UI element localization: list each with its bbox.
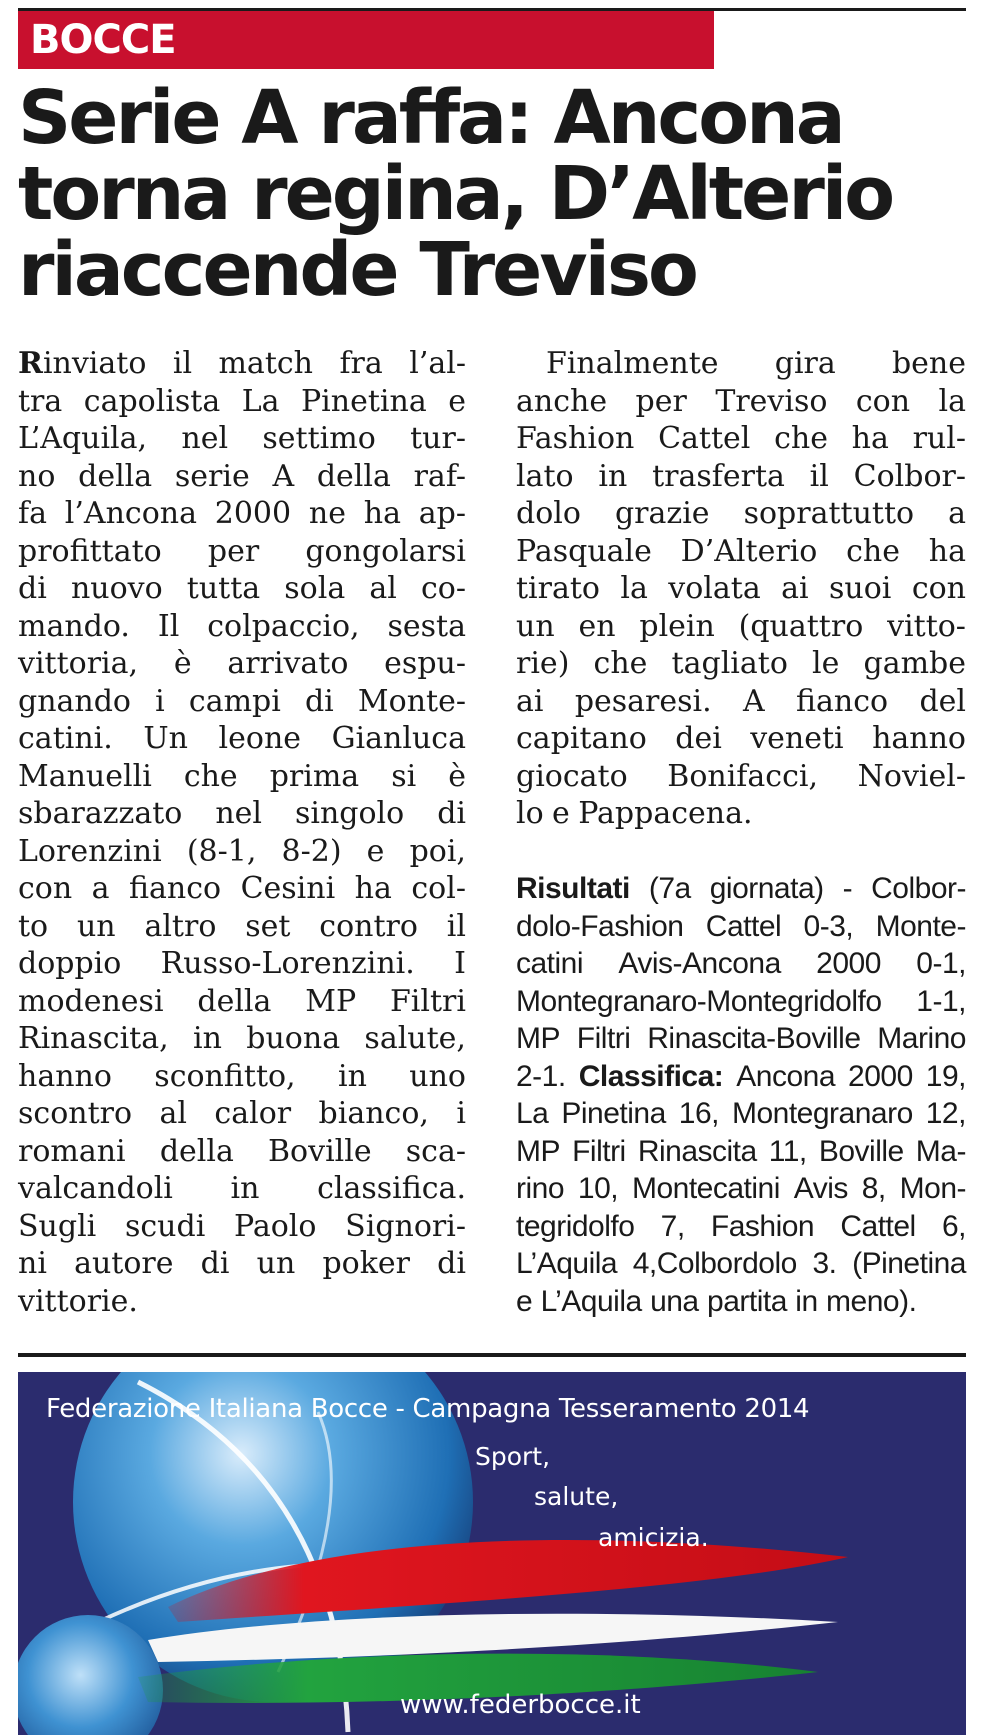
text-line: L’Aquila 4,Colbordolo 3. (Pinetina: [516, 1247, 966, 1280]
text-line: mando. Il colpaccio, sesta: [18, 608, 466, 644]
text-line: vittorie.: [18, 1283, 138, 1319]
ad-title: Federazione Italiana Bocce - Campagna Tesseramento 2014: [46, 1394, 810, 1424]
text-line: anche per Treviso con la: [516, 383, 966, 419]
text-line: sbarazzato nel singolo di: [18, 796, 466, 831]
text-line: no della serie A della raf-: [18, 458, 466, 494]
text-line: Pasquale D’Alterio che ha: [516, 533, 966, 569]
text-line: tirato la volata ai suoi con: [516, 571, 966, 606]
text-line: ai pesaresi. A fianco del: [516, 683, 966, 719]
article-column-right: [516, 345, 966, 833]
headline-line: torna regina, D’Alterio: [18, 151, 893, 237]
separator-rule: [18, 1353, 966, 1357]
advertisement-banner: [18, 1372, 966, 1735]
text-line: Fashion Cattel che ha rul-: [516, 421, 966, 456]
text-line: Sugli scudi Paolo Signori-: [18, 1208, 466, 1244]
text-line: fa l’Ancona 2000 ne ha ap-: [18, 496, 466, 531]
text-line: giocato Bonifacci, Noviel-: [516, 758, 966, 794]
article-column-left: [18, 345, 466, 1320]
text-line: Rinviato il match fra l’al-: [18, 346, 466, 381]
bocce-ball-graphic: [18, 1372, 966, 1735]
text-line: lato in trasferta il Colbor-: [516, 458, 966, 494]
text-line: 2-1. Classifica: Ancona 2000 19,: [516, 1059, 966, 1093]
text-line: profittato per gongolarsi: [18, 533, 466, 569]
text-line: La Pinetina 16, Montegranaro 12,: [516, 1097, 966, 1130]
text-line: un en plein (quattro vitto-: [516, 608, 966, 644]
results-box: [516, 870, 966, 1320]
section-label: BOCCE: [30, 17, 176, 63]
ad-url-link[interactable]: www.federbocce.it: [400, 1690, 641, 1720]
ad-slogan-line: salute,: [534, 1482, 619, 1511]
text-line: Montegranaro-Montegridolfo 1-1,: [516, 984, 966, 1018]
text-line: tra capolista La Pinetina e: [18, 383, 466, 419]
headline-line: Serie A raffa: Ancona: [18, 75, 843, 161]
ad-slogan-line: Sport,: [475, 1442, 551, 1471]
text-line: to un altro set contro il: [18, 908, 466, 944]
text-line: gnando i campi di Monte-: [18, 683, 466, 719]
text-line: Manuelli che prima si è: [18, 758, 466, 794]
ad-slogan-line: amicizia.: [598, 1523, 709, 1552]
text-line: romani della Boville sca-: [18, 1133, 466, 1169]
text-line: modenesi della MP Filtri: [18, 983, 466, 1019]
text-line: hanno sconfitto, in uno: [18, 1058, 466, 1094]
text-line: Risultati (7a giornata) - Colbor-: [516, 872, 966, 905]
headline: [18, 75, 978, 313]
text-line: di nuovo tutta sola al co-: [18, 571, 466, 606]
text-line: ni autore di un poker di: [18, 1246, 466, 1281]
text-line: Finalmente gira bene: [546, 346, 966, 381]
text-line: Rinascita, in buona salute,: [18, 1021, 466, 1056]
text-line: e L’Aquila una partita in meno).: [516, 1284, 917, 1318]
text-line: vittoria, è arrivato espu-: [18, 646, 466, 681]
text-line: scontro al calor bianco, i: [18, 1096, 466, 1131]
text-line: L’Aquila, nel settimo tur-: [18, 421, 466, 456]
text-line: doppio Russo-Lorenzini. I: [18, 946, 466, 981]
text-line: lo e Pappacena.: [516, 796, 753, 831]
text-line: MP Filtri Rinascita-Boville Marino: [516, 1022, 966, 1055]
text-line: catini. Un leone Gianluca: [18, 721, 466, 756]
text-line: rino 10, Montecatini Avis 8, Mon-: [516, 1172, 966, 1205]
text-line: tegridolfo 7, Fashion Cattel 6,: [516, 1209, 966, 1243]
headline-line: riaccende Treviso: [18, 227, 696, 313]
text-line: dolo-Fashion Cattel 0-3, Monte-: [516, 909, 966, 943]
text-line: con a fianco Cesini ha col-: [18, 871, 466, 906]
text-line: rie) che tagliato le gambe: [516, 646, 966, 681]
text-line: MP Filtri Rinascita 11, Boville Ma-: [516, 1134, 966, 1168]
text-line: Lorenzini (8-1, 8-2) e poi,: [18, 833, 466, 869]
text-line: dolo grazie soprattutto a: [516, 496, 966, 531]
text-line: catini Avis-Ancona 2000 0-1,: [516, 947, 966, 980]
text-line: valcandoli in classifica.: [18, 1171, 466, 1206]
text-line: capitano dei veneti hanno: [516, 721, 966, 756]
